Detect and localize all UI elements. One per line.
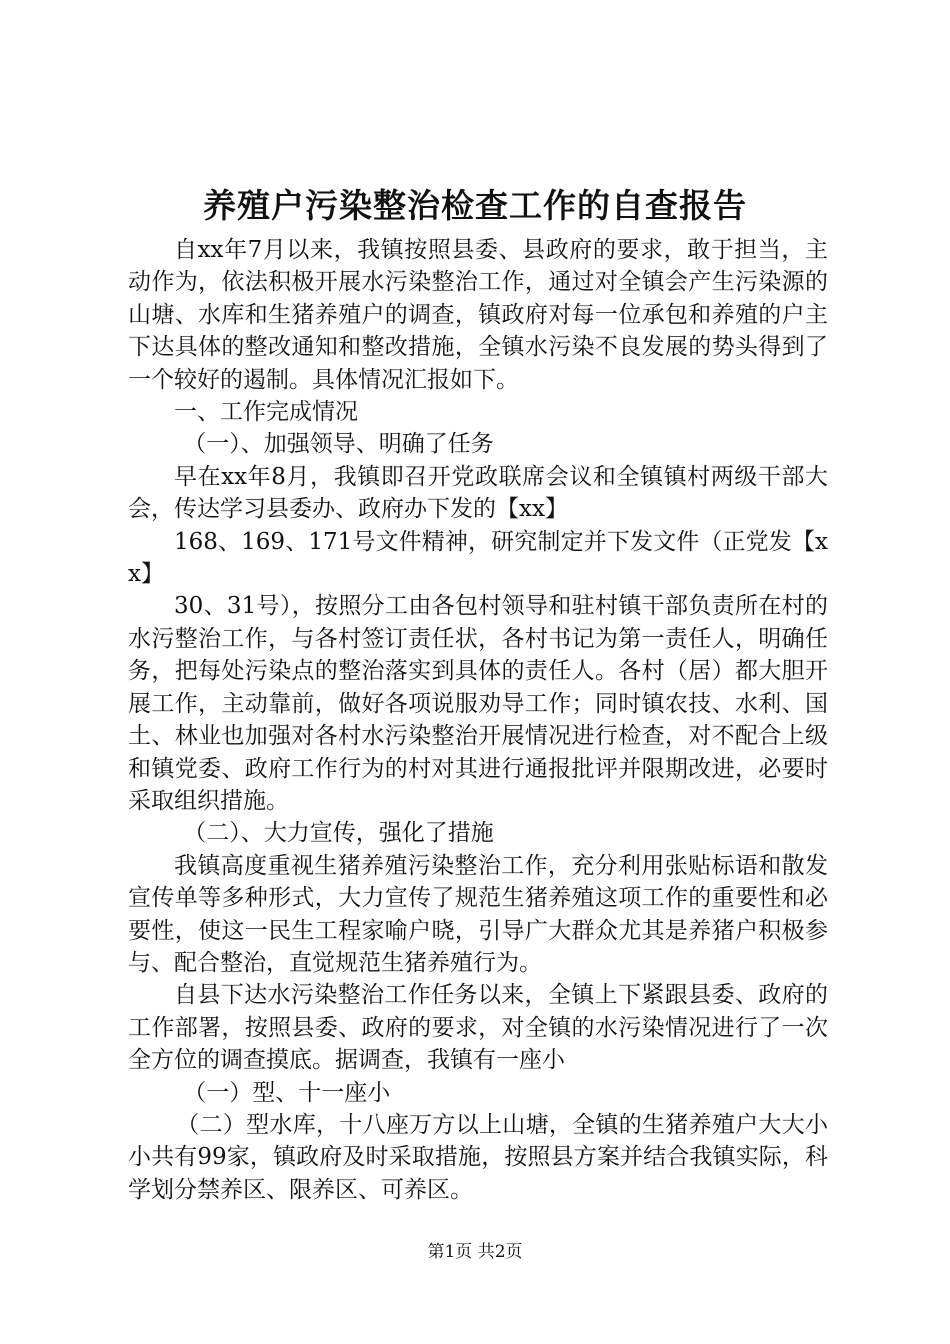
- section-heading-1: 一、工作完成情况: [174, 399, 358, 426]
- document-body: [128, 234, 828, 1206]
- subsection-heading-2: （二）、大力宣传，强化了措施: [183, 820, 494, 847]
- paragraph-reservoir-type-1: （一）型、十一座小: [183, 1079, 391, 1106]
- paragraph-publicity: 我镇高度重视生猪养殖污染整治工作，充分利用张贴标语和散发宣传单等多种形式，大力宣传了规范生猪养殖这项工作的重要性和必要性，使这一民生工程家喻户晓，引导广大群众尤其是养猪户积极参与、配合整治，直觉规范生猪养殖行为。: [128, 852, 828, 976]
- paragraph-reservoir-type-2: （二）型水库，十八座万方以上山塘，全镇的生猪养殖户大大小小共有99家，镇政府及时采取措施，按照县方案并结合我镇实际，科学划分禁养区、限养区、可养区。: [128, 1111, 828, 1203]
- paragraph-documents: 168、169、171号文件精神，研究制定并下发文件（正党发【xx】: [128, 528, 828, 588]
- document-title: 养殖户污染整治检查工作的自查报告: [203, 186, 747, 225]
- paragraph-survey: 自县下达水污染整治工作任务以来，全镇上下紧跟县委、政府的工作部署，按照县委、政府的要求，对全镇的水污染情况进行了一次全方位的调查摸底。据调查，我镇有一座小: [128, 982, 828, 1074]
- paragraph-intro: 自xx年7月以来，我镇按照县委、县政府的要求，敢于担当，主动作为，依法积极开展水污染整治工作，通过对全镇会产生污染源的山塘、水库和生猪养殖户的调查，镇政府对每一位承包和养殖的户主下达具体的整改通知和整改措施，全镇水污染不良发展的势头得到了一个较好的遏制。具体情况汇报如下。: [128, 237, 828, 393]
- subsection-heading-1: （一）、加强领导、明确了任务: [183, 431, 494, 458]
- page-indicator: 第1页 共2页: [427, 1242, 523, 1262]
- paragraph-responsibility: 30、31号），按照分工由各包村领导和驻村镇干部负责所在村的水污整治工作，与各村签订责任状，各村书记为第一责任人，明确任务，把每处污染点的整治落实到具体的责任人。各村（居）都大胆开展工作，主动靠前，做好各项说服劝导工作；同时镇农技、水利、国土、林业也加强对各村水污染整治开展情况进行检查，对不配合上级和镇党委、政府工作行为的村对其进行通报批评并限期改进，必要时采取组织措施。: [128, 593, 828, 814]
- paragraph-meeting: 早在xx年8月，我镇即召开党政联席会议和全镇镇村两级干部大会，传达学习县委办、政府办下发的【xx】: [128, 463, 828, 523]
